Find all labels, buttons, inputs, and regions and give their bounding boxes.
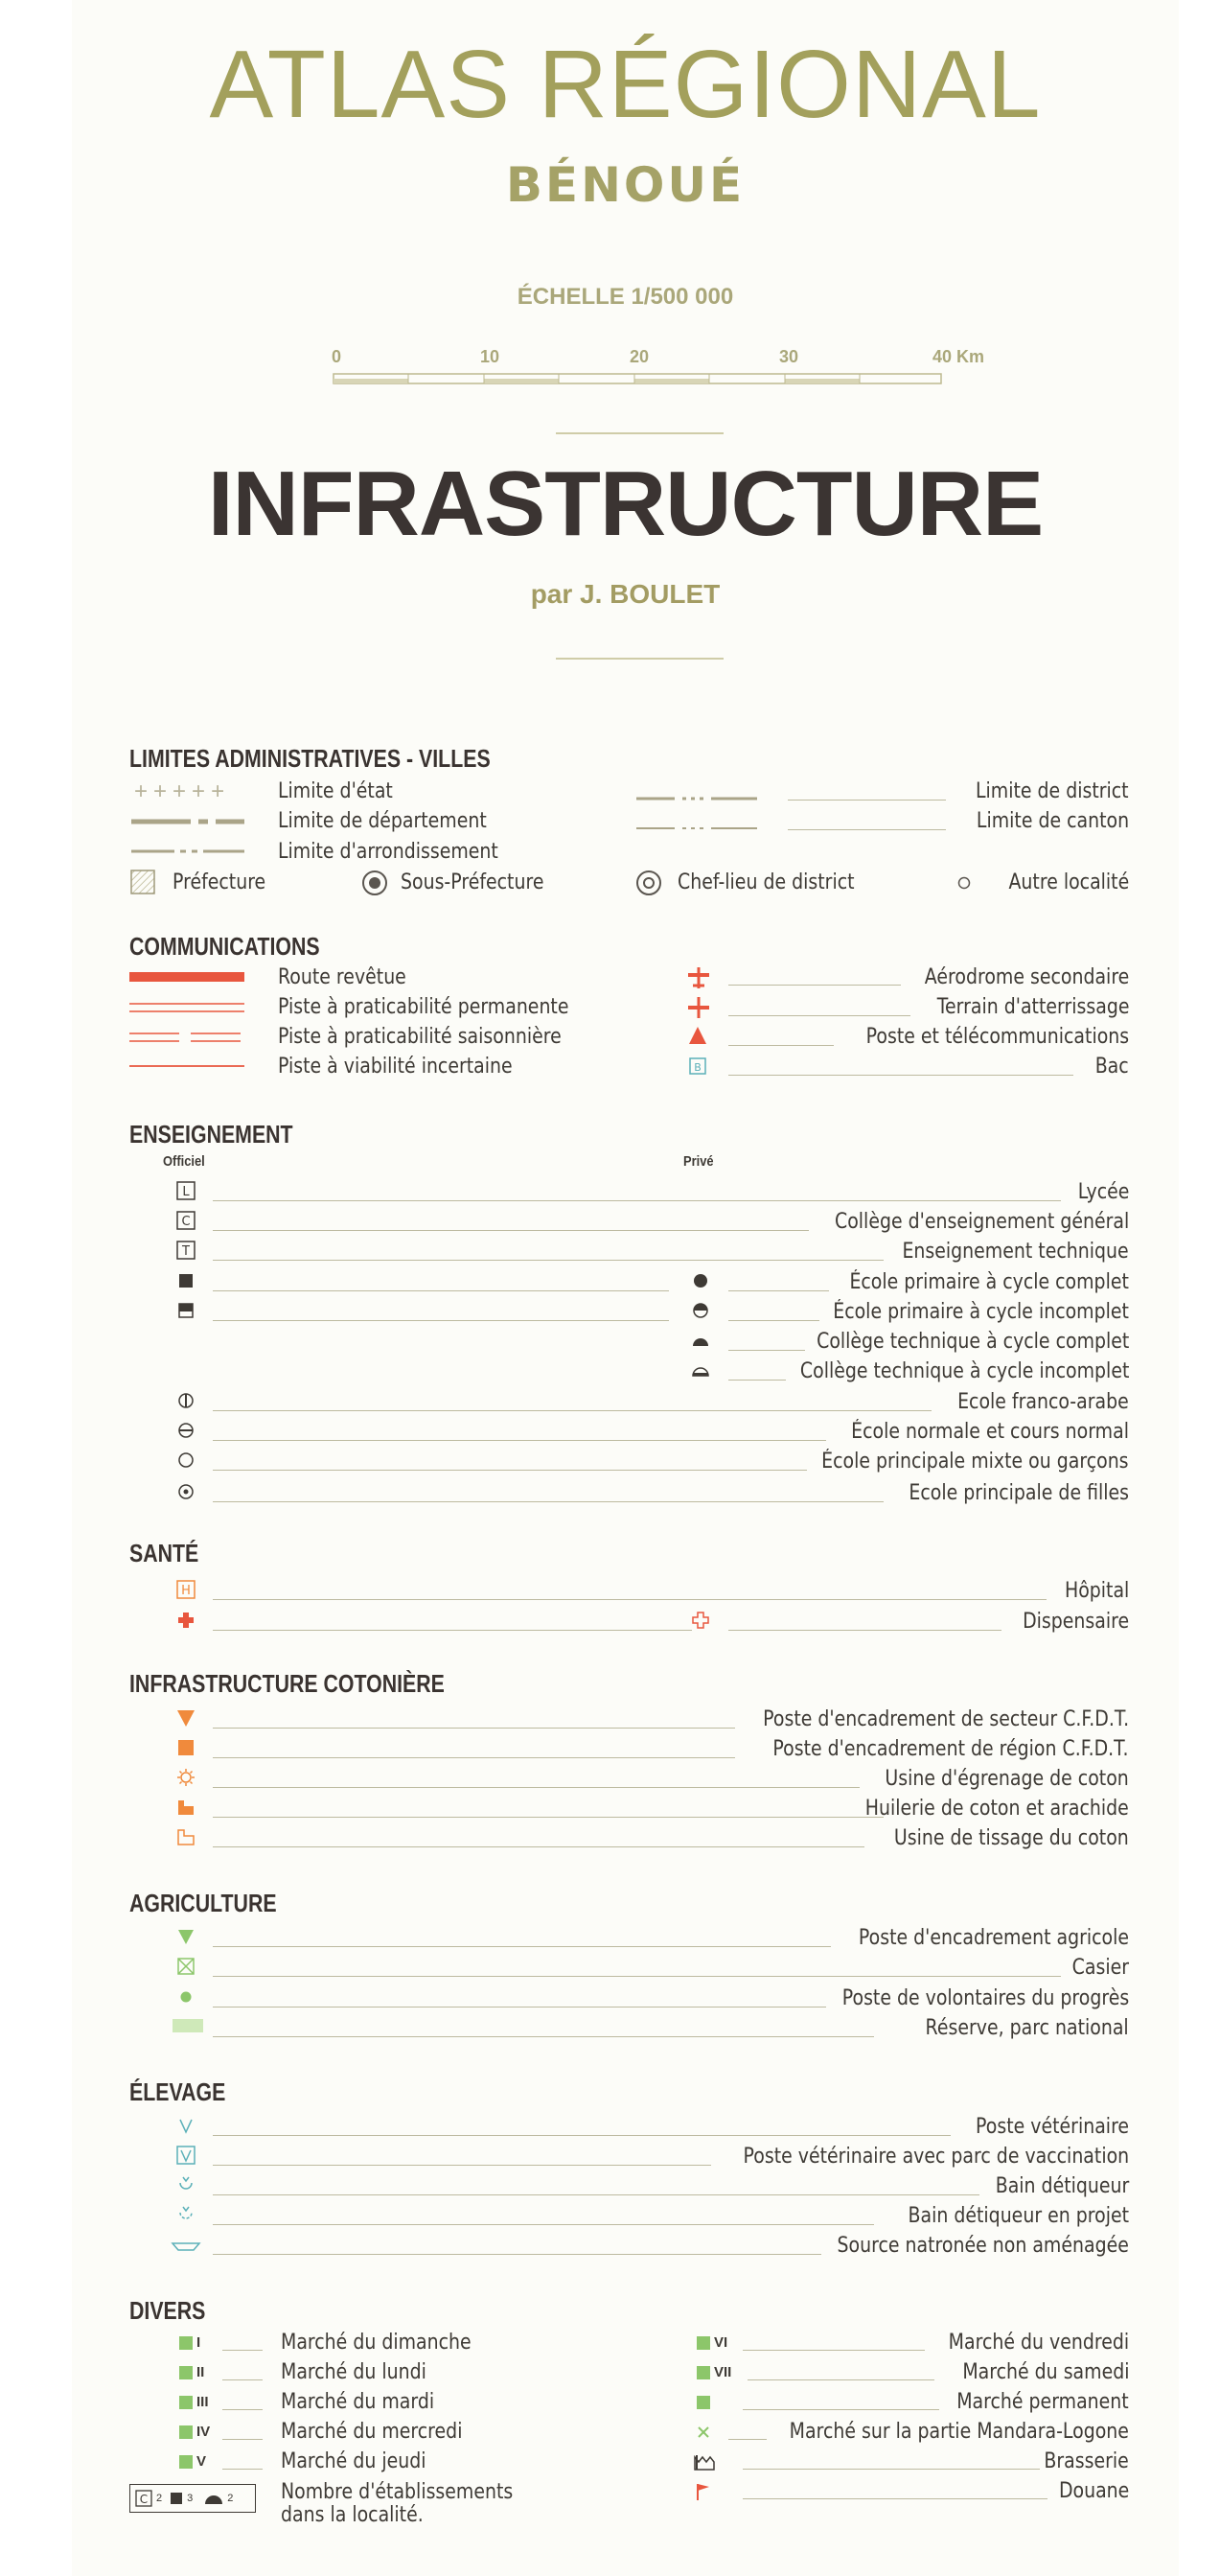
code-mercredi: IV [196, 2424, 211, 2440]
leader-line [743, 2498, 1047, 2499]
leader-line [743, 2350, 925, 2351]
label-sous-prefecture: Sous-Préfecture [401, 870, 544, 894]
svg-text:L: L [182, 1185, 190, 1199]
leader-line [728, 1290, 829, 1291]
source-natronee-icon [171, 2234, 201, 2255]
code-lundi: II [196, 2364, 205, 2380]
label-piste-incertaine: Piste à viabilité incertaine [278, 1055, 513, 1079]
leader-line [222, 2350, 263, 2351]
autre-localite-icon [956, 875, 972, 891]
region-title: BÉNOUÉ [505, 157, 746, 213]
leader-line [213, 1410, 932, 1411]
bain-detiqueur-icon [175, 2174, 196, 2195]
leader-line [213, 1757, 735, 1758]
leader-line [728, 1320, 819, 1321]
square-icon [170, 2492, 183, 2505]
marche-mercredi-icon [179, 2425, 193, 2439]
marche-vendredi-icon [697, 2336, 710, 2350]
svg-text:H: H [181, 1584, 191, 1598]
brasserie-icon [693, 2451, 718, 2472]
scale-label: ÉCHELLE 1/500 000 [517, 284, 734, 310]
label-piste-permanente: Piste à praticabilité permanente [278, 995, 569, 1019]
section-title-communications: COMMUNICATIONS [129, 932, 320, 961]
marche-dimanche-icon [179, 2336, 193, 2350]
lycee-icon [175, 1180, 196, 1201]
label-reserve-parc: Réserve, parc national [925, 2016, 1129, 2040]
label-piste-saisonniere: Piste à praticabilité saisonnière [278, 1025, 562, 1049]
label-nombre-etablissements-1: Nombre d'établissements [281, 2480, 514, 2504]
limit-district-symbol [636, 796, 757, 801]
leader-line [213, 1599, 1047, 1600]
leader-line [213, 2135, 951, 2136]
chef-lieu-icon [634, 869, 663, 897]
count-square: 3 [187, 2493, 194, 2504]
label-aerodrome: Aérodrome secondaire [924, 965, 1129, 989]
label-limite-canton: Limite de canton [976, 809, 1129, 833]
count-college: 2 [156, 2493, 163, 2504]
scale-tick-10: 10 [479, 347, 500, 366]
label-primaire-incomplet: École primaire à cycle incomplet [833, 1300, 1129, 1324]
ecole-mixte-icon [175, 1450, 196, 1471]
column-officiel: Officiel [163, 1153, 205, 1170]
leader-line [728, 1350, 805, 1351]
label-ecole-filles: Ecole principale de filles [909, 1481, 1129, 1505]
leader-line [213, 1817, 884, 1818]
leader-line [213, 1470, 807, 1471]
marche-mardi-icon [179, 2396, 193, 2409]
label-poste-agricole: Poste d'encadrement agricole [858, 1926, 1129, 1950]
leader-line [788, 800, 946, 801]
leader-line [728, 1380, 786, 1381]
hopital-icon [175, 1579, 196, 1600]
code-samedi: VII [714, 2364, 732, 2380]
marche-jeudi-icon [179, 2455, 193, 2469]
label-marche-mardi: Marché du mardi [281, 2390, 435, 2414]
piste-permanente-symbol [129, 1001, 244, 1014]
primaire-incomplet-prive-icon [690, 1300, 711, 1321]
section-title-agriculture: AGRICULTURE [129, 1889, 277, 1917]
svg-text:T: T [182, 1244, 190, 1259]
leader-line [743, 2469, 1040, 2470]
label-dispensaire: Dispensaire [1022, 1610, 1129, 1634]
code-vendredi: VI [714, 2334, 728, 2351]
label-poste-veterinaire: Poste vétérinaire [975, 2115, 1129, 2139]
franco-arabe-icon [175, 1390, 196, 1411]
primaire-complet-officiel-icon [175, 1270, 196, 1291]
route-revetue-symbol [129, 970, 244, 984]
map-title: INFRASTRUCTURE [207, 453, 1044, 555]
sous-prefecture-icon [360, 869, 389, 897]
leader-line [213, 1290, 669, 1291]
svg-text:C: C [181, 1215, 191, 1229]
author: par J. BOULET [530, 579, 721, 609]
scale-tick-30: 30 [778, 347, 799, 366]
marche-lundi-icon [179, 2366, 193, 2379]
limit-canton-symbol [636, 826, 757, 830]
veterinaire-vaccination-icon [175, 2145, 196, 2166]
poste-region-icon [175, 1737, 196, 1758]
label-marche-samedi: Marché du samedi [961, 2360, 1129, 2384]
limit-departement-symbol [131, 818, 244, 825]
label-bain-detiqueur: Bain détiqueur [995, 2174, 1129, 2198]
label-marche-mandara: Marché sur la partie Mandara-Logone [789, 2420, 1129, 2444]
reserve-parc-icon [173, 2019, 203, 2032]
label-source-natronee: Source natronée non aménagée [837, 2234, 1129, 2258]
section-title-divers: DIVERS [129, 2296, 206, 2325]
label-poste-telecom: Poste et télécommunications [865, 1025, 1129, 1049]
leader-line [213, 2224, 874, 2225]
label-marche-jeudi: Marché du jeudi [281, 2449, 426, 2473]
leader-line [728, 1015, 910, 1016]
code-mardi: III [196, 2394, 209, 2410]
section-title-elevage: ÉLEVAGE [129, 2077, 226, 2106]
college-general-icon [175, 1210, 196, 1231]
leader-line [213, 1787, 860, 1788]
label-college-technique-complet: Collège technique à cycle complet [816, 1330, 1129, 1354]
label-limite-etat: Limite d'état [278, 779, 393, 803]
aerodrome-icon [685, 964, 712, 991]
college-technique-complet-icon [690, 1330, 711, 1351]
leader-line [222, 2379, 263, 2380]
leader-line [213, 2165, 711, 2166]
volontaires-icon [175, 1986, 196, 2007]
piste-saisonniere-symbol [129, 1031, 244, 1044]
scale-tick-0: 0 [331, 347, 342, 366]
section-title-enseignement: ENSEIGNEMENT [129, 1120, 293, 1149]
label-limite-arrondissement: Limite d'arrondissement [278, 840, 498, 864]
prefecture-icon [129, 869, 156, 895]
code-dimanche: I [196, 2334, 201, 2351]
label-hopital: Hôpital [1064, 1579, 1129, 1603]
leader-line [213, 1976, 1061, 1977]
dispensaire-prive-icon [690, 1610, 711, 1631]
bain-detiqueur-projet-icon [175, 2204, 196, 2225]
enseignement-technique-icon [175, 1240, 196, 1261]
label-casier: Casier [1071, 1956, 1129, 1980]
label-lycee: Lycée [1077, 1180, 1129, 1204]
label-marche-mercredi: Marché du mercredi [281, 2420, 463, 2444]
egrenage-icon [175, 1767, 196, 1788]
label-prefecture: Préfecture [173, 870, 266, 894]
label-nombre-etablissements-2: dans la localité. [281, 2503, 424, 2527]
svg-text:C: C [139, 2493, 149, 2506]
terrain-atterrissage-icon [685, 994, 712, 1021]
leader-line [213, 1260, 884, 1261]
label-limite-district: Limite de district [976, 779, 1129, 803]
scale-bar [332, 372, 945, 387]
label-ecole-mixte: École principale mixte ou garçons [821, 1450, 1129, 1474]
leader-line [213, 2194, 979, 2195]
label-marche-vendredi: Marché du vendredi [948, 2331, 1129, 2355]
label-marche-lundi: Marché du lundi [281, 2360, 426, 2384]
label-tissage: Usine de tissage du coton [894, 1826, 1129, 1850]
dome-icon [204, 2492, 223, 2505]
casier-icon [175, 1956, 196, 1977]
poste-telecom-icon [687, 1025, 708, 1046]
scale-tick-40: 40 Km [932, 347, 985, 366]
leader-line [728, 2439, 767, 2440]
tissage-icon [175, 1826, 196, 1847]
leader-line [222, 2469, 263, 2470]
label-marche-permanent: Marché permanent [956, 2390, 1129, 2414]
marche-permanent-icon [697, 2396, 710, 2409]
limit-etat-symbol: +++++ [134, 778, 231, 804]
leader-line [728, 1045, 834, 1046]
label-chef-lieu: Chef-lieu de district [678, 870, 855, 894]
leader-line [213, 1230, 809, 1231]
leader-line [213, 2254, 821, 2255]
label-brasserie: Brasserie [1044, 2449, 1129, 2473]
column-prive: Privé [683, 1153, 714, 1170]
leader-line [728, 1075, 1073, 1076]
poste-agricole-icon [175, 1926, 196, 1947]
college-technique-incomplet-icon [690, 1359, 711, 1381]
dispensaire-officiel-icon [175, 1610, 196, 1631]
section-title-sante: SANTÉ [129, 1539, 199, 1567]
label-autre-localite: Autre localité [1008, 870, 1129, 894]
count-dome: 2 [227, 2493, 234, 2504]
ecole-normale-icon [175, 1420, 196, 1441]
leader-line [748, 2379, 934, 2380]
code-jeudi: V [196, 2453, 207, 2470]
label-huilerie: Huilerie de coton et arachide [864, 1797, 1129, 1821]
label-douane: Douane [1058, 2479, 1129, 2503]
divider-bottom [556, 658, 724, 660]
divider-top [556, 432, 724, 434]
leader-line [728, 985, 901, 986]
leader-line [213, 1440, 826, 1441]
marche-samedi-icon [697, 2366, 710, 2379]
atlas-title: ATLAS RÉGIONAL [209, 31, 1042, 138]
label-route-revetue: Route revêtue [278, 965, 406, 989]
huilerie-icon [175, 1797, 196, 1818]
label-bac: Bac [1095, 1055, 1129, 1079]
label-marche-dimanche: Marché du dimanche [281, 2331, 472, 2355]
section-title-limites: LIMITES ADMINISTRATIVES - VILLES [129, 744, 491, 773]
primaire-complet-prive-icon [690, 1270, 711, 1291]
scale-tick-20: 20 [629, 347, 650, 366]
label-ecole-normale: École normale et cours normal [851, 1420, 1129, 1444]
label-volontaires: Poste de volontaires du progrès [841, 1986, 1129, 2010]
leader-line [222, 2409, 263, 2410]
ecole-filles-icon [175, 1481, 196, 1502]
label-limite-departement: Limite de département [278, 809, 487, 833]
limit-arrondissement-symbol [131, 848, 244, 854]
label-college-technique-incomplet: Collège technique à cycle incomplet [799, 1359, 1129, 1383]
douane-icon [693, 2481, 714, 2502]
leader-line [222, 2439, 263, 2440]
bac-icon [687, 1056, 708, 1077]
label-college-general: Collège d'enseignement général [834, 1210, 1129, 1234]
leader-line [788, 829, 946, 830]
primaire-incomplet-officiel-icon [175, 1300, 196, 1321]
leader-line [213, 1846, 864, 1847]
leader-line [743, 2409, 939, 2410]
poste-secteur-icon [175, 1707, 196, 1729]
label-poste-secteur: Poste d'encadrement de secteur C.F.D.T. [763, 1707, 1129, 1731]
label-terrain-atterrissage: Terrain d'atterrissage [936, 995, 1129, 1019]
leader-line [213, 1728, 735, 1729]
label-franco-arabe: Ecole franco-arabe [957, 1390, 1129, 1414]
leader-line [213, 1501, 884, 1502]
leader-line [728, 1630, 1001, 1631]
poste-veterinaire-icon [175, 2115, 196, 2136]
leader-line [213, 2036, 874, 2037]
college-general-icon [135, 2490, 152, 2507]
leader-line [213, 1320, 669, 1321]
leader-line [213, 1946, 831, 1947]
label-veterinaire-vaccination: Poste vétérinaire avec parc de vaccination [743, 2145, 1129, 2169]
section-title-coton: INFRASTRUCTURE COTONIÈRE [129, 1669, 445, 1698]
label-egrenage: Usine d'égrenage de coton [885, 1767, 1129, 1791]
marche-mandara-icon [693, 2422, 714, 2443]
svg-text:B: B [694, 1061, 702, 1074]
leader-line [213, 1200, 1061, 1201]
label-poste-region: Poste d'encadrement de région C.F.D.T. [772, 1737, 1129, 1761]
leader-line [213, 1630, 692, 1631]
label-primaire-complet: École primaire à cycle complet [849, 1270, 1129, 1294]
label-enseignement-technique: Enseignement technique [902, 1240, 1129, 1264]
label-bain-detiqueur-projet: Bain détiqueur en projet [908, 2204, 1129, 2228]
etablissements-count-box [129, 2484, 256, 2513]
piste-incertaine-symbol [129, 1062, 244, 1070]
